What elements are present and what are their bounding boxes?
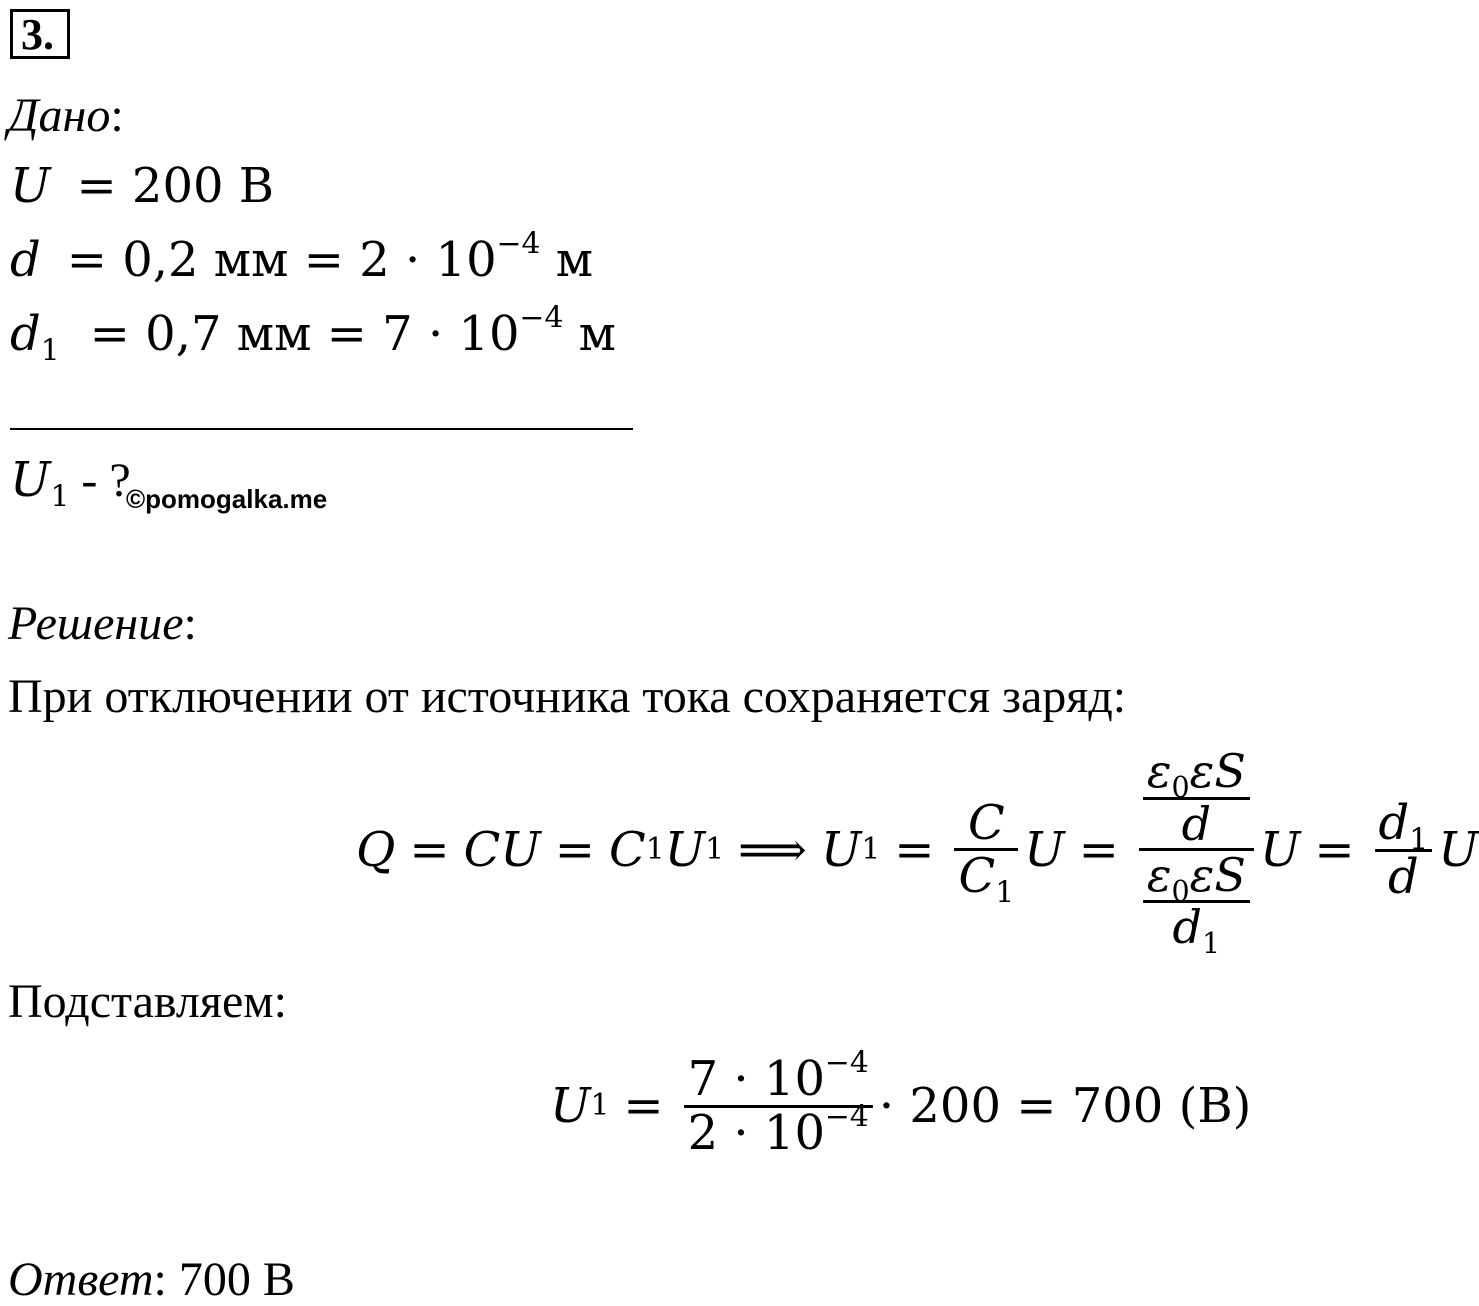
- calc-fraction: [684, 1045, 873, 1161]
- distance-exponent: −4: [496, 226, 541, 262]
- fraction-d1-num-sub: 1: [1409, 822, 1429, 858]
- answer-value: : 700 В: [153, 1253, 295, 1306]
- formula-u1b: U: [820, 822, 862, 878]
- formula-eq-3: =: [894, 822, 935, 878]
- calc-den-exp: −4: [825, 1099, 869, 1135]
- calc-fraction-den: [684, 1099, 873, 1161]
- fraction-inner-top-den: d: [1181, 796, 1212, 851]
- calc-result: · 200 = 700 (В): [878, 1078, 1252, 1134]
- distance-1-exponent: −4: [519, 300, 564, 336]
- distance-value: = 0,2 мм = 2 · 10: [66, 232, 497, 288]
- d1-den-sub: 1: [1201, 927, 1221, 961]
- formula-u-after-ratio: U: [1259, 822, 1301, 878]
- fraction-outer-num: [1139, 744, 1254, 851]
- formula-c1: C: [608, 822, 646, 878]
- calculation: U 1 = $\frac{7 \cdot 10^{-4}}{2 \cdot 10^{-4}}$ · 200 = 700 (В): [550, 1045, 1252, 1161]
- formula-eq-2: =: [554, 822, 595, 878]
- epsilon-0-b: ε: [1146, 848, 1172, 902]
- calc-u: U: [550, 1078, 591, 1134]
- find-line: [10, 452, 131, 515]
- given-divider: [10, 428, 633, 430]
- fraction-c-den-sub: 1: [995, 875, 1015, 911]
- given-heading-colon: :: [110, 89, 124, 142]
- watermark: ©pomogalka.me: [126, 484, 328, 514]
- formula-eq-1: =: [409, 822, 450, 878]
- solution-heading-label: Решение: [8, 597, 184, 650]
- formula-eq-4: =: [1078, 822, 1119, 878]
- given-distance: [10, 226, 594, 288]
- formula-eq-5: =: [1314, 822, 1355, 878]
- formula-charge: Q: [356, 822, 396, 878]
- fraction-d1-num-symbol: d: [1378, 794, 1410, 851]
- given-heading-label: Дано: [8, 89, 111, 142]
- substitute-label: Подставляем:: [8, 975, 287, 1028]
- solution-heading: [8, 597, 197, 650]
- fraction-inner-bottom-den: [1169, 900, 1225, 961]
- formula-implies: ⟹: [738, 822, 807, 878]
- epsilon-s-b: εS: [1189, 848, 1246, 902]
- fraction-d-den: d: [1388, 849, 1419, 905]
- fraction-inner-bottom: [1143, 848, 1250, 961]
- formula-cu: CU: [463, 822, 541, 878]
- main-formula: Q = CU = C 1 U 1 ⟹ U 1 = $\frac{C}{C_1}$ U = $\frac{\frac{\varepsilon_0\varepsilon S}{d}}{\frac{\varepsilon_0\varepsilon S}{d_1}}$ U = $\frac{d_1}{d}$ U: [356, 744, 1479, 961]
- calc-num-value: 7 · 10: [687, 1051, 825, 1108]
- answer-line: [8, 1253, 295, 1306]
- fraction-c-den: [954, 848, 1018, 911]
- calc-num-exp: −4: [825, 1045, 869, 1081]
- epsilon-0-a: ε: [1146, 744, 1172, 799]
- given-distance-1: [10, 300, 616, 369]
- fraction-inner-top-num: [1143, 744, 1250, 805]
- epsilon-0-a-sub: 0: [1171, 771, 1190, 805]
- distance-symbol: d: [10, 232, 41, 288]
- fraction-inner-top: [1143, 744, 1250, 851]
- fraction-c-num: C: [967, 794, 1005, 851]
- task-number: 3.: [10, 9, 70, 59]
- epsilon-s-a: εS: [1189, 744, 1246, 799]
- distance-unit: м: [540, 232, 594, 288]
- distance-1-unit: м: [563, 306, 616, 362]
- fraction-outer-den: [1139, 848, 1254, 961]
- fraction-capacitance-ratio: [1139, 744, 1254, 961]
- distance-1-subscript: 1: [40, 333, 60, 369]
- find-subscript: 1: [50, 479, 70, 515]
- fraction-c-den-symbol: C: [958, 848, 996, 904]
- fraction-d1-num: [1375, 794, 1433, 858]
- voltage-symbol: U: [10, 158, 51, 214]
- epsilon-0-b-sub: 0: [1171, 874, 1190, 908]
- distance-1-value: = 0,7 мм = 7 · 10: [89, 306, 520, 362]
- d1-den-symbol: d: [1172, 900, 1202, 955]
- formula-u-after-frac: U: [1024, 822, 1065, 878]
- fraction-d1-over-d: [1375, 794, 1433, 905]
- solution-text: При отключении от источника тока сохраняется заряд:: [8, 670, 1127, 723]
- calc-eq: =: [623, 1078, 664, 1134]
- distance-1-symbol: d: [10, 306, 41, 362]
- solution-heading-colon: :: [183, 597, 197, 650]
- formula-u1a: U: [664, 822, 706, 878]
- fraction-c-over-c1: [954, 794, 1018, 911]
- calc-fraction-num: [684, 1045, 873, 1108]
- find-symbol: U: [10, 452, 51, 508]
- formula-u-final: U: [1438, 822, 1479, 878]
- voltage-value: = 200 В: [76, 158, 275, 214]
- fraction-inner-bottom-num: [1143, 848, 1250, 908]
- given-voltage: [10, 158, 275, 214]
- answer-label: Ответ: [8, 1253, 154, 1306]
- find-question: - ?: [69, 454, 131, 507]
- calc-den-value: 2 · 10: [687, 1104, 825, 1161]
- given-heading: [8, 89, 124, 142]
